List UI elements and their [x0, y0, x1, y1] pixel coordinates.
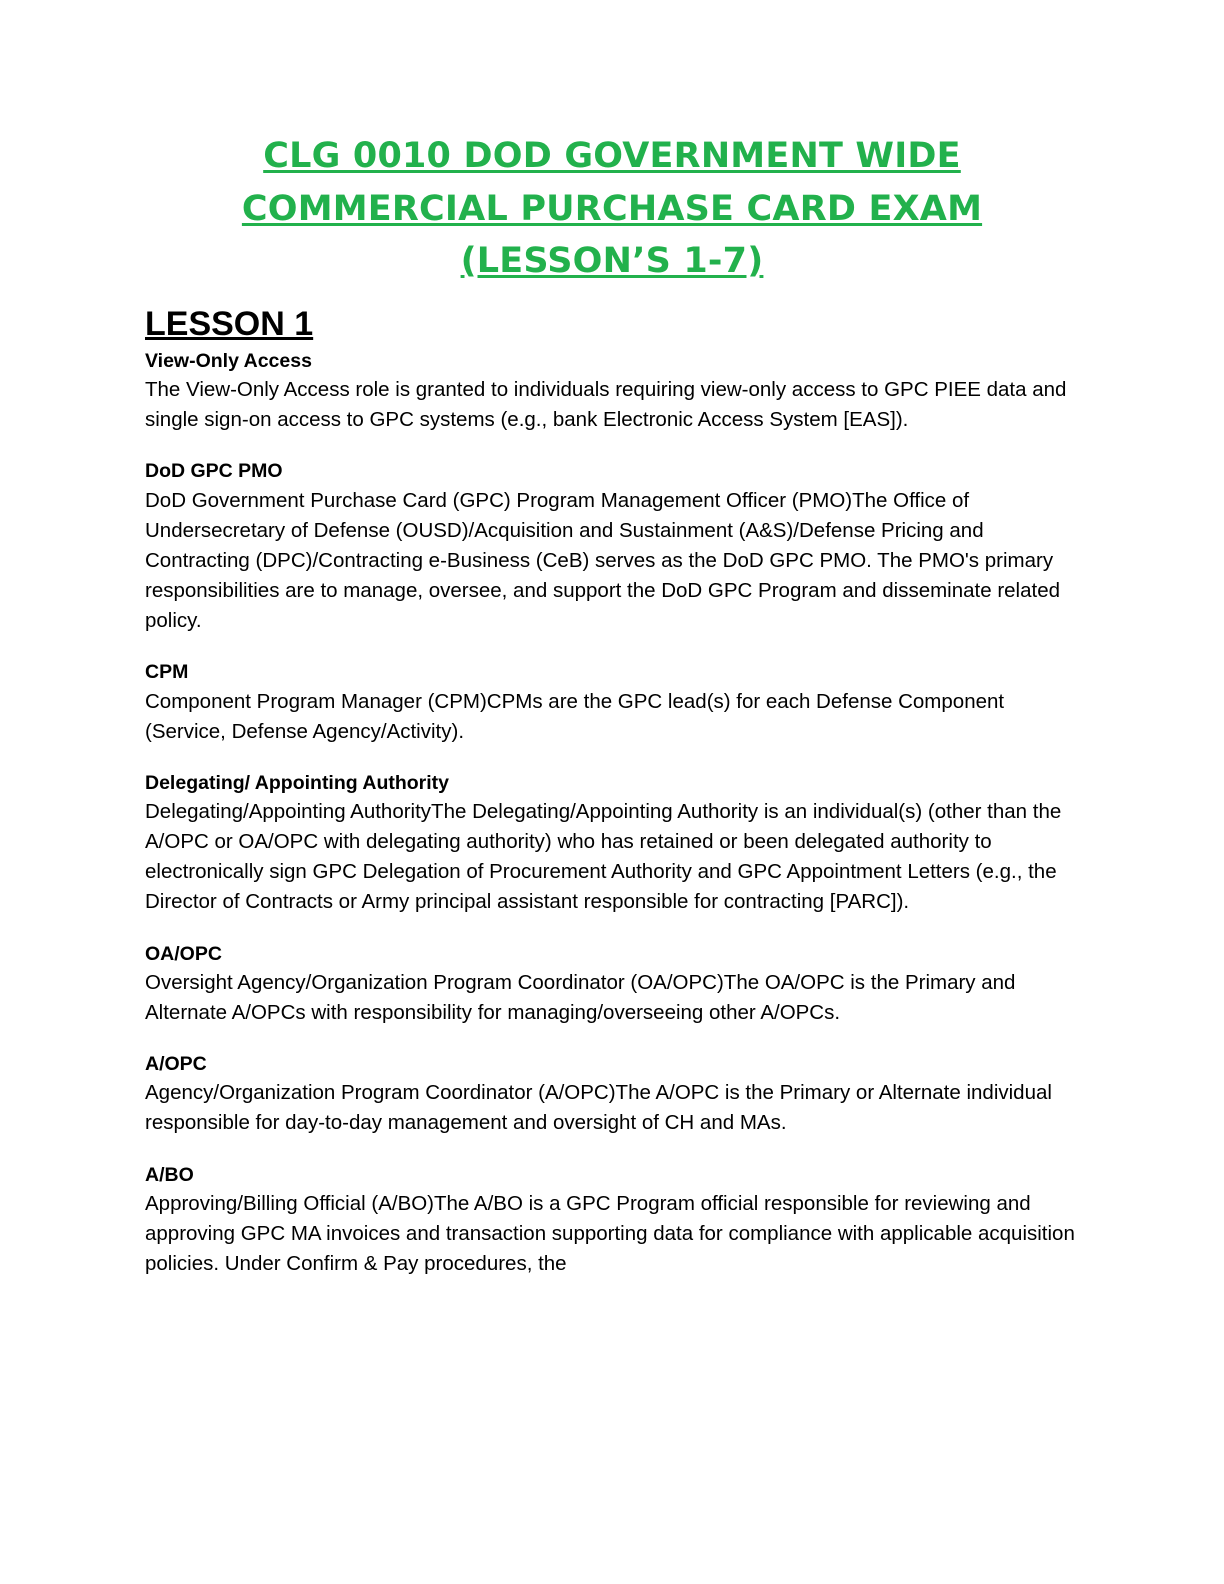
glossary-definition: Oversight Agency/Organization Program Coordinator (OA/OPC)The OA/OPC is the Primary and Alternate A/OPCs with responsibility for managing/overseeing other A/OPCs. — [145, 970, 1016, 1024]
glossary-term: A/BO — [145, 1163, 194, 1186]
glossary-entry — [145, 658, 1079, 747]
glossary-entry — [145, 769, 1079, 918]
glossary-definition: Component Program Manager (CPM)CPMs are the GPC lead(s) for each Defense Component (Service, Defense Agency/Activity). — [145, 689, 1005, 743]
glossary-entry — [145, 1050, 1079, 1139]
glossary-definition: The View-Only Access role is granted to individuals requiring view-only access to GPC PIEE data and single sign-on access to GPC systems (e.g., bank Electronic Access System [EAS]). — [145, 378, 1067, 432]
glossary-definition: Delegating/Appointing AuthorityThe Delegating/Appointing Authority is an individual(s) (other than the A/OPC or OA/OPC with delegating authority) who has retained or been delegated authority to electronically sign GPC Delegation of Procurement Authority and GPC Appointment Letters (e.g., the Director of Contracts or Army principal assistant responsible for contracting [PARC]). — [145, 800, 1062, 914]
glossary-entry — [145, 347, 1079, 436]
document-title-line-1: CLG 0010 DOD GOVERNMENT WIDE — [263, 136, 961, 176]
glossary-definition: Approving/Billing Official (A/BO)The A/BO is a GPC Program official responsible for reviewing and approving GPC MA invoices and transaction supporting data for compliance with applicable acquisition policies. Under Confirm & Pay procedures, the — [145, 1191, 1075, 1276]
glossary-term: OA/OPC — [145, 942, 222, 965]
lesson-heading: LESSON 1 — [145, 304, 314, 343]
glossary-term: CPM — [145, 661, 189, 684]
glossary-definition: Agency/Organization Program Coordinator (A/OPC)The A/OPC is the Primary or Alternate individual responsible for day-to-day management and oversight of CH and MAs. — [145, 1081, 1052, 1135]
document-title — [145, 130, 1079, 288]
glossary-term: Delegating/ Appointing Authority — [145, 771, 450, 794]
glossary-definition: DoD Government Purchase Card (GPC) Program Management Officer (PMO)The Office of Undersecretary of Defense (OUSD)/Acquisition and Sustainment (A&S)/Defense Pricing and Contracting (DPC)/Contracting e-Business (CeB) serves as the DoD GPC PMO. The PMO's primary responsibilities are to manage, oversee, and support the DoD GPC Program and disseminate related policy. — [145, 488, 1061, 633]
glossary-entry — [145, 940, 1079, 1029]
glossary-term: DoD GPC PMO — [145, 460, 283, 483]
glossary-entry — [145, 457, 1079, 636]
glossary-entry — [145, 1161, 1079, 1280]
glossary-term: View-Only Access — [145, 349, 312, 372]
document-title-line-2: COMMERCIAL PURCHASE CARD EXAM — [241, 188, 983, 229]
document-title-line-3: (LESSON’S 1-7) — [460, 241, 764, 281]
glossary-term: A/OPC — [145, 1053, 207, 1076]
